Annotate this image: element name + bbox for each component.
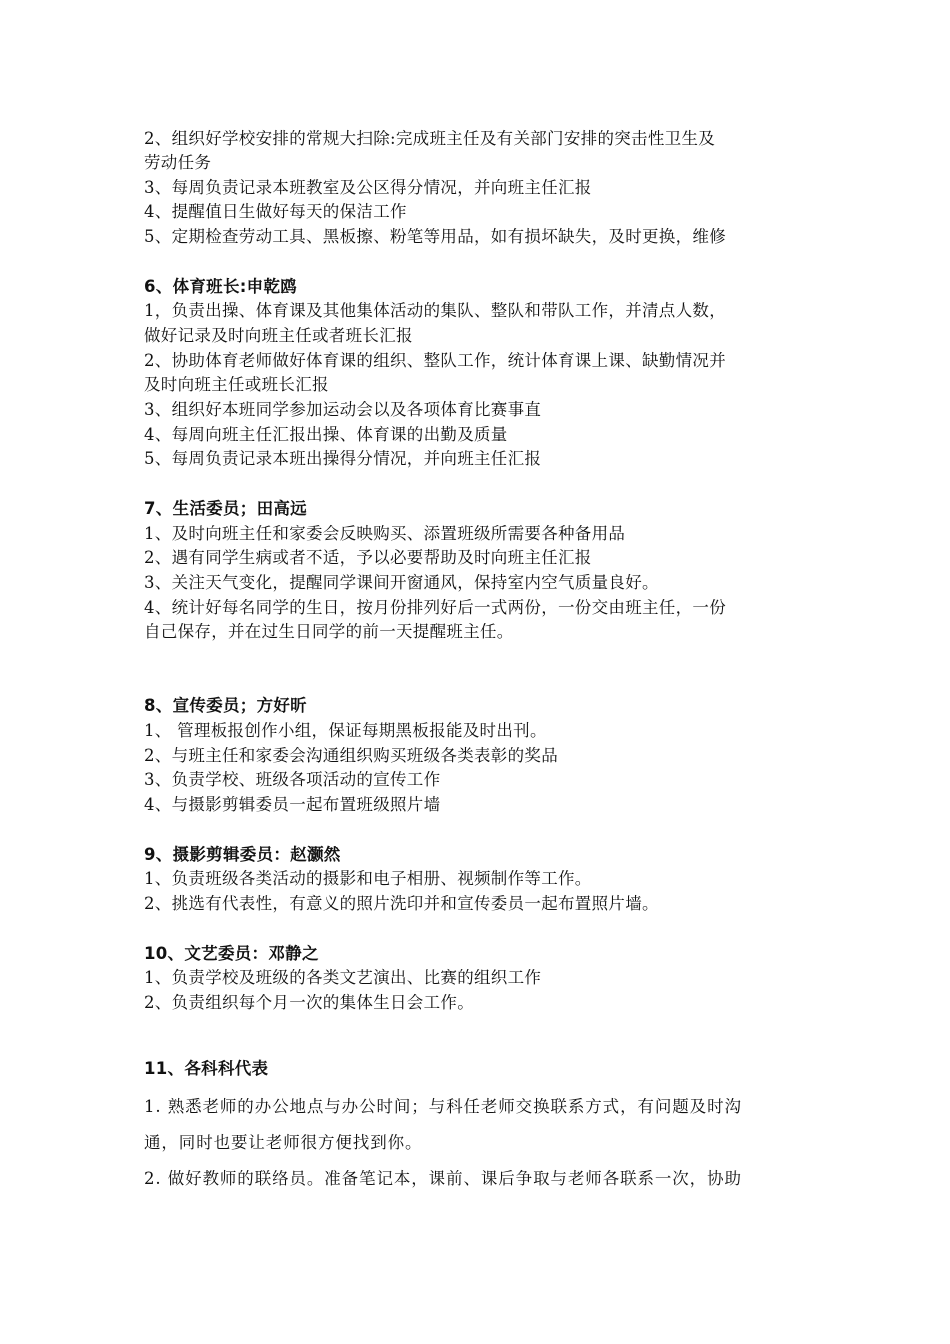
section6-heading: 6、体育班长:申乾鸥 <box>144 277 298 296</box>
section9-item-2: 2、挑选有代表性，有意义的照片洗印并和宣传委员一起布置照片墙。 <box>144 894 659 913</box>
section6-item-2-cont: 及时向班主任或班长汇报 <box>144 375 329 394</box>
section6-item-1: 1，负责出操、体育课及其他集体活动的集队、整队和带队工作，并清点人数， <box>144 301 726 320</box>
section7-item-3: 3、关注天气变化，提醒同学课间开窗通风，保持室内空气质量良好。 <box>144 573 659 592</box>
section7-item-2: 2、遇有同学生病或者不适，予以必要帮助及时向班主任汇报 <box>144 548 592 567</box>
section10-item-2: 2、负责组织每个月一次的集体生日会工作。 <box>144 993 474 1012</box>
section6-item-3: 3、组织好本班同学参加运动会以及各项体育比赛事直 <box>144 400 542 419</box>
section5-item-2-cont: 劳动任务 <box>144 153 212 172</box>
section7-item-1: 1、及时向班主任和家委会反映购买、添置班级所需要各种备用品 <box>144 524 626 543</box>
section8-item-1: 1、 管理板报创作小组，保证每期黑板报能及时出刊。 <box>144 721 547 740</box>
section8-item-2: 2、与班主任和家委会沟通组织购买班级各类表彰的奖品 <box>144 746 558 765</box>
section8-item-3: 3、负责学校、班级各项活动的宣传工作 <box>144 770 441 789</box>
section9-heading: 9、摄影剪辑委员：赵灏然 <box>144 845 341 864</box>
section8-heading: 8、宣传委员；方好昕 <box>144 696 307 715</box>
section10-heading: 10、文艺委员：邓静之 <box>144 944 319 963</box>
section5-item-3: 3、每周负责记录本班教室及公区得分情况，并向班主任汇报 <box>144 178 592 197</box>
section10-item-1: 1、负责学校及班级的各类文艺演出、比赛的组织工作 <box>144 968 542 987</box>
section11-heading: 11、各科科代表 <box>144 1059 269 1078</box>
section5-item-2: 2、组织好学校安排的常规大扫除:完成班主任及有关部门安排的突击性卫生及 <box>144 129 716 148</box>
section6-item-4: 4、每周向班主任汇报出操、体育课的出勤及质量 <box>144 425 508 444</box>
section8-item-4: 4、与摄影剪辑委员一起布置班级照片墙 <box>144 795 441 814</box>
section5-item-5: 5、定期检查劳动工具、黑板擦、粉笔等用品，如有损坏缺失，及时更换，维修 <box>144 227 726 246</box>
section11-item-1-cont: 通，同时也要让老师很方便找到你。 <box>144 1133 423 1152</box>
section6-item-2: 2、协助体育老师做好体育课的组织、整队工作，统计体育课上课、缺勤情况并 <box>144 351 726 370</box>
section7-item-4-cont: 自己保存，并在过生日同学的前一天提醒班主任。 <box>144 622 514 641</box>
section11-item-2: 2. 做好教师的联络员。准备笔记本，课前、课后争取与老师各联系一次，协助 <box>144 1169 742 1188</box>
section6-item-1-cont: 做好记录及时向班主任或者班长汇报 <box>144 326 413 345</box>
section6-item-5: 5、每周负责记录本班出操得分情况，并向班主任汇报 <box>144 449 542 468</box>
section7-heading: 7、生活委员；田高远 <box>144 499 307 518</box>
section11-item-1: 1. 熟悉老师的办公地点与办公时间；与科任老师交换联系方式，有问题及时沟 <box>144 1097 742 1116</box>
section7-item-4: 4、统计好每名同学的生日，按月份排列好后一式两份，一份交由班主任，一份 <box>144 598 726 617</box>
section9-item-1: 1、负责班级各类活动的摄影和电子相册、视频制作等工作。 <box>144 869 592 888</box>
section5-item-4: 4、提醒值日生做好每天的保洁工作 <box>144 202 407 221</box>
